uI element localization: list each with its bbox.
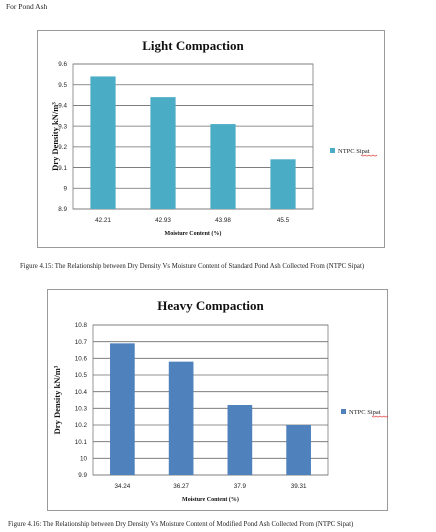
y-axis-title: Dry Density kN/m³ [50,102,60,171]
y-tick-label: 9.5 [58,81,67,89]
bar-42.21 [90,76,115,209]
y-tick-label: 9.2 [58,144,67,152]
y-tick-label: 8.9 [58,206,67,214]
heavy-compaction-chart [47,289,388,511]
y-tick-label: 10.7 [74,338,87,346]
y-tick-label: 10.1 [74,438,87,446]
x-tick-label: 36.27 [173,483,190,490]
y-tick-label: 9.4 [58,102,67,110]
y-tick-label: 10.8 [74,322,87,330]
figure-caption-4-15: Figure 4.15: The Relationship between Dry Density Vs Moisture Content of Standard Pond Ash Collected From (NTPC Sipat) [20,263,365,270]
chart-title: Light Compaction [142,38,244,53]
y-tick-label: 9 [63,185,67,193]
bar-43.98 [210,124,235,209]
spellcheck-squiggle [372,416,388,417]
y-tick-label: 9.6 [58,61,67,69]
y-tick-label: 10.5 [74,372,87,380]
x-tick-label: 39.31 [290,483,307,490]
x-tick-label: 42.93 [155,217,171,224]
y-tick-label: 10.3 [74,405,87,413]
bar-39.31 [286,425,311,475]
x-tick-label: 42.21 [95,217,111,224]
heavy-compaction-chart-svg [48,290,387,510]
y-tick-label: 10 [79,455,87,463]
x-tick-label: 45.5 [276,217,290,224]
legend-label: NTPC Sipat [338,148,370,155]
bar-36.27 [169,362,194,475]
light-compaction-chart-svg [38,31,384,247]
page-heading: For Pond Ash [6,2,48,11]
x-tick-label: 43.98 [215,217,231,224]
legend-swatch [341,409,346,414]
y-tick-label: 10.4 [74,388,87,396]
bar-42.93 [150,97,175,209]
x-axis-title: Moisture Content (%) [182,497,239,503]
x-tick-label: 37.9 [233,483,247,490]
spellcheck-squiggle [361,155,377,156]
bar-37.9 [228,405,253,475]
y-axis-title: Dry Density kN/m³ [52,365,62,435]
legend-swatch [330,148,335,153]
y-tick-label: 10.2 [74,422,87,430]
bar-45.5 [270,159,295,209]
y-tick-label: 9.1 [58,164,67,172]
chart-title: Heavy Compaction [157,298,264,313]
x-axis-title: Moisture Content (%) [164,231,222,237]
y-tick-label: 9.3 [58,123,67,131]
light-compaction-chart [37,30,385,248]
bar-34.24 [110,343,135,475]
legend-label: NTPC Sipat [349,409,381,416]
x-tick-label: 34.24 [114,483,131,490]
y-tick-label: 10.6 [74,355,87,363]
y-tick-label: 9.9 [78,472,87,480]
figure-caption-4-16: Figure 4.16: The Relationship between Dry Density Vs Moisture Content of Modified Pond Ash Collected From (NTPC Sipat) [8,521,354,528]
